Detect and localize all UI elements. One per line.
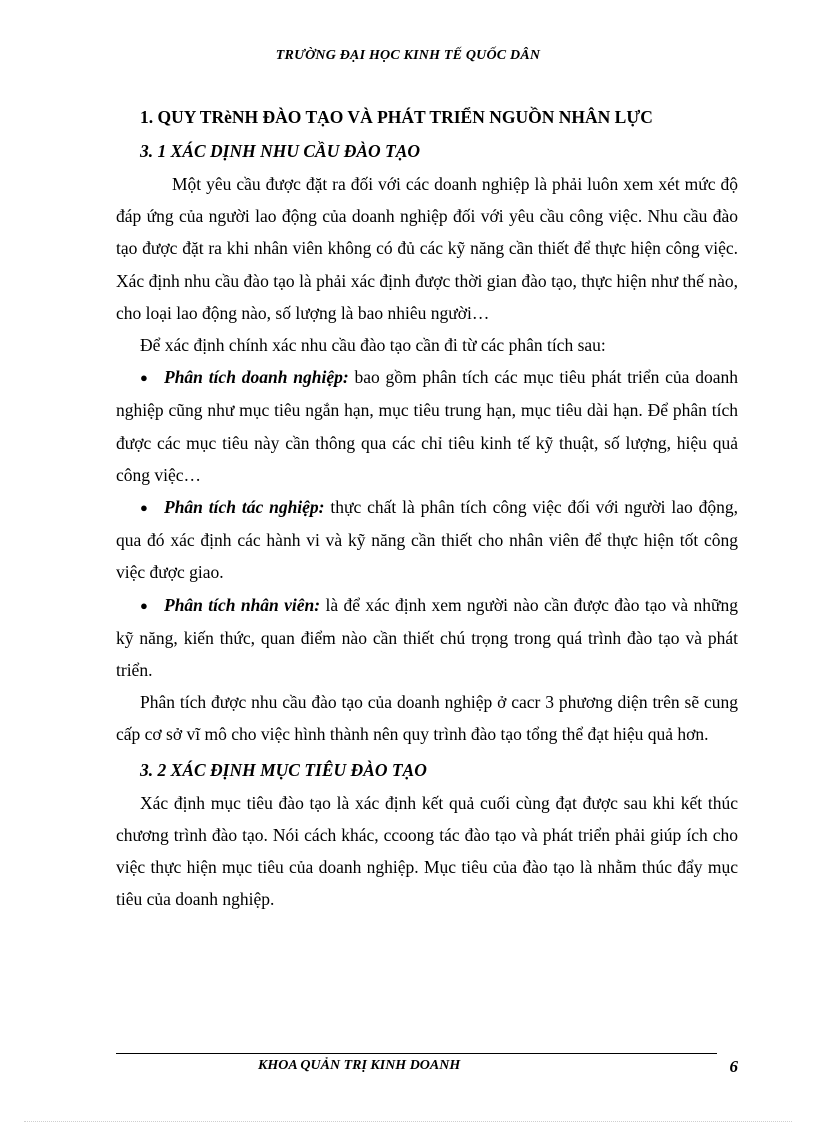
section-3-1-paragraph-3: Phân tích được nhu cầu đào tạo của doanh nghiệp ở cacr 3 phương diện trên sẽ cung cấp cơ sở vĩ mô cho việc hình thành nên quy trình đào tạo tổng thể đạt hiệu quả hơn.	[116, 692, 738, 745]
footer-divider	[116, 1053, 717, 1054]
section-1-heading: 1. QUY TRèNH ĐÀO TẠO VÀ PHÁT TRIỂN NGUỒN NHÂN LỰC	[140, 107, 653, 127]
page-number: 6	[729, 1057, 738, 1076]
page-edge-divider	[24, 1121, 792, 1122]
bullet-icon: ●	[140, 500, 148, 516]
bullet-text: là để xác định xem người nào cần được đào tạo và những kỹ năng, kiến thức, quan điểm nào cần thiết chú trọng trong quá trình đào tạo và phát triển.	[116, 594, 738, 681]
bullet-text: bao gồm phân tích các mục tiêu phát triển của doanh nghiệp cũng như mục tiêu ngắn hạn, mục tiêu trung hạn, mục tiêu dài hạn. Để phân tích được các mục tiêu này cần thông qua các chỉ tiêu kinh tế kỹ thuật, số lượng, hiệu quả công việc…	[116, 367, 738, 485]
bullet-item-employee-analysis	[116, 589, 738, 687]
page-content	[116, 104, 738, 915]
bullet-term: Phân tích doanh nghiệp:	[164, 367, 349, 388]
footer-department: KHOA QUẢN TRỊ KINH DOANH	[258, 1058, 461, 1073]
section-3-2-paragraph-1: Xác định mục tiêu đào tạo là xác định kết quả cuối cùng đạt được sau khi kết thúc chương trình đào tạo. Nói cách khác, ccoong tác đào tạo và phát triển phải giúp ích cho việc thực hiện mục tiêu của doanh nghiệp. Mục tiêu của đào tạo là nhằm thúc đẩy mục tiêu của doanh nghiệp.	[116, 792, 738, 910]
section-3-1-paragraph-1: Một yêu cầu được đặt ra đối với các doanh nghiệp là phải luôn xem xét mức độ đáp ứng của người lao động của doanh nghiệp đối với yêu cầu công việc. Nhu cầu đào tạo được đặt ra khi nhân viên không có đủ các kỹ năng cần thiết để thực hiện công việc. Xác định nhu cầu đào tạo là phải xác định được thời gian đào tạo, thực hiện như thế nào, cho loại lao động nào, số lượng là bao nhiêu người…	[116, 174, 738, 323]
bullet-icon: ●	[140, 370, 148, 386]
section-3-1-heading: 3. 1 XÁC DỊNH NHU CẦU ĐÀO TẠO	[140, 141, 421, 161]
page-header: TRƯỜNG ĐẠI HỌC KINH TẾ QUỐC DÂN	[275, 48, 541, 63]
bullet-term: Phân tích nhân viên:	[164, 594, 321, 615]
bullet-term: Phân tích tác nghiệp:	[164, 497, 325, 518]
bullet-icon: ●	[140, 597, 148, 613]
bullet-item-task-analysis	[116, 491, 738, 589]
section-3-1-paragraph-2: Để xác định chính xác nhu cầu đào tạo cần đi từ các phân tích sau:	[140, 335, 606, 356]
bullet-text: thực chất là phân tích công việc đối với người lao động, qua đó xác định các hành vi và kỹ năng cần thiết cho nhân viên để thực hiện tốt công việc được giao.	[116, 497, 738, 583]
bullet-item-business-analysis	[116, 361, 738, 491]
section-3-2-heading: 3. 2 XÁC ĐỊNH MỤC TIÊU ĐÀO TẠO	[140, 759, 427, 780]
